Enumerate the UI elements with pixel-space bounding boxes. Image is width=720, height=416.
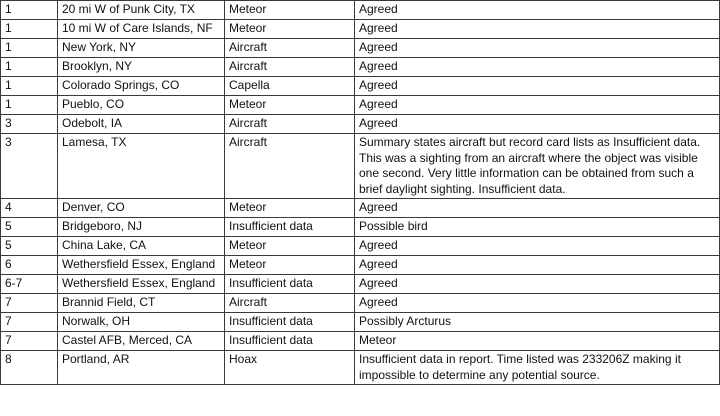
evaluation-cell: Capella (225, 77, 355, 96)
evaluation-cell: Insufficient data (225, 218, 355, 237)
comment-cell: Agreed (355, 294, 720, 313)
date-cell: 6 (1, 256, 58, 275)
date-cell: 5 (1, 237, 58, 256)
table-row (1, 1, 720, 20)
location-cell: 10 mi W of Care Islands, NF (58, 20, 225, 39)
date-cell: 1 (1, 20, 58, 39)
date-cell: 5 (1, 218, 58, 237)
evaluation-cell: Meteor (225, 96, 355, 115)
date-cell: 1 (1, 39, 58, 58)
comment-cell: Possible bird (355, 218, 720, 237)
date-cell: 8 (1, 351, 58, 385)
table-row (1, 351, 720, 385)
evaluation-cell: Hoax (225, 351, 355, 385)
table-row (1, 237, 720, 256)
date-cell: 1 (1, 58, 58, 77)
table-body (1, 1, 720, 385)
evaluation-cell: Aircraft (225, 134, 355, 199)
location-cell: Bridgeboro, NJ (58, 218, 225, 237)
comment-cell: Agreed (355, 96, 720, 115)
location-cell: New York, NY (58, 39, 225, 58)
date-cell: 1 (1, 1, 58, 20)
evaluation-cell: Meteor (225, 20, 355, 39)
date-cell: 3 (1, 134, 58, 199)
comment-cell: Agreed (355, 58, 720, 77)
table-row (1, 134, 720, 199)
location-cell: Castel AFB, Merced, CA (58, 332, 225, 351)
evaluation-cell: Aircraft (225, 39, 355, 58)
comment-cell: Agreed (355, 237, 720, 256)
evaluation-cell: Insufficient data (225, 332, 355, 351)
table-row (1, 218, 720, 237)
comment-cell: Agreed (355, 199, 720, 218)
comment-cell: Meteor (355, 332, 720, 351)
comment-cell: Agreed (355, 39, 720, 58)
location-cell: Wethersfield Essex, England (58, 256, 225, 275)
date-cell: 7 (1, 313, 58, 332)
location-cell: China Lake, CA (58, 237, 225, 256)
location-cell: Odebolt, IA (58, 115, 225, 134)
evaluation-cell: Aircraft (225, 58, 355, 77)
location-cell: Wethersfield Essex, England (58, 275, 225, 294)
location-cell: Pueblo, CO (58, 96, 225, 115)
table-row (1, 275, 720, 294)
table-row (1, 39, 720, 58)
evaluation-cell: Aircraft (225, 294, 355, 313)
table-row (1, 199, 720, 218)
location-cell: 20 mi W of Punk City, TX (58, 1, 225, 20)
evaluation-cell: Meteor (225, 199, 355, 218)
location-cell: Lamesa, TX (58, 134, 225, 199)
comment-cell: Agreed (355, 77, 720, 96)
table-row (1, 20, 720, 39)
evaluation-cell: Aircraft (225, 115, 355, 134)
date-cell: 6-7 (1, 275, 58, 294)
table-row (1, 294, 720, 313)
comment-cell: Agreed (355, 275, 720, 294)
location-cell: Portland, AR (58, 351, 225, 385)
date-cell: 1 (1, 96, 58, 115)
comment-cell: Insufficient data in report. Time listed was 233206Z making it impossible to determine any potential source. (355, 351, 720, 385)
table-row (1, 58, 720, 77)
evaluation-cell: Meteor (225, 256, 355, 275)
evaluation-cell: Insufficient data (225, 275, 355, 294)
location-cell: Norwalk, OH (58, 313, 225, 332)
evaluation-cell: Insufficient data (225, 313, 355, 332)
comment-cell: Agreed (355, 1, 720, 20)
date-cell: 7 (1, 332, 58, 351)
location-cell: Colorado Springs, CO (58, 77, 225, 96)
table-row (1, 313, 720, 332)
evaluation-cell: Meteor (225, 237, 355, 256)
location-cell: Brooklyn, NY (58, 58, 225, 77)
comment-cell: Possibly Arcturus (355, 313, 720, 332)
date-cell: 7 (1, 294, 58, 313)
table-row (1, 77, 720, 96)
comment-cell: Agreed (355, 256, 720, 275)
location-cell: Denver, CO (58, 199, 225, 218)
date-cell: 3 (1, 115, 58, 134)
table-row (1, 96, 720, 115)
comment-cell: Agreed (355, 20, 720, 39)
date-cell: 1 (1, 77, 58, 96)
location-cell: Brannid Field, CT (58, 294, 225, 313)
table-row (1, 115, 720, 134)
comment-cell: Agreed (355, 115, 720, 134)
evaluation-cell: Meteor (225, 1, 355, 20)
comment-cell: Summary states aircraft but record card lists as Insufficient data. This was a sighting from an aircraft where the object was visible one second. Very little information can be obtained from such a brief daylight sighting. Insufficient data. (355, 134, 720, 199)
date-cell: 4 (1, 199, 58, 218)
table-row (1, 332, 720, 351)
table-row (1, 256, 720, 275)
